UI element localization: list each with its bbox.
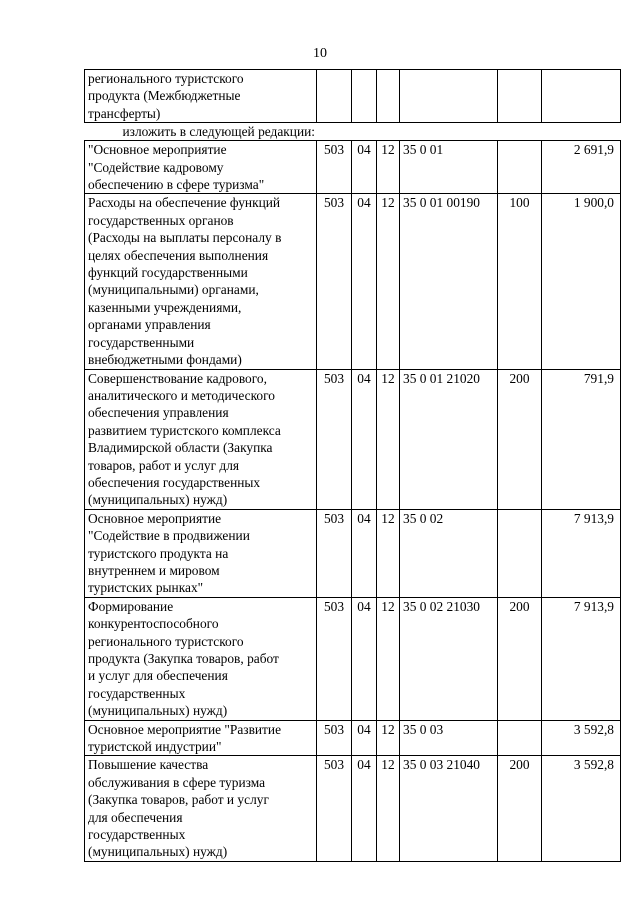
- section-cell: 04: [352, 720, 377, 756]
- subsection-cell: 12: [377, 141, 400, 194]
- instruction-text: изложить в следующей редакции:: [122, 124, 316, 140]
- amount-cell: 2 691,9: [542, 141, 621, 194]
- type-cell: [498, 141, 542, 194]
- amount-cell: 3 592,8: [542, 756, 621, 861]
- section-cell: 04: [352, 194, 377, 369]
- subsection-cell: 12: [377, 509, 400, 597]
- ministry-cell: [317, 70, 352, 123]
- target-cell: 35 0 01 00190: [400, 194, 498, 369]
- type-cell: [498, 509, 542, 597]
- continuation-row: [85, 70, 621, 123]
- section-cell: 04: [352, 509, 377, 597]
- table-row: [85, 141, 621, 194]
- subsection-cell: 12: [377, 597, 400, 720]
- table-row: [85, 597, 621, 720]
- table-row: [85, 756, 621, 861]
- table-row: [85, 509, 621, 597]
- subsection-cell: 12: [377, 756, 400, 861]
- type-cell: 200: [498, 597, 542, 720]
- type-cell: 200: [498, 369, 542, 509]
- ministry-cell: 503: [317, 141, 352, 194]
- target-cell: [400, 70, 498, 123]
- type-cell: [498, 720, 542, 756]
- subsection-cell: 12: [377, 720, 400, 756]
- row-name: Основное мероприятие "Содействие в продвижении туристского продукта на внутреннем и мировом туристских рынках": [85, 509, 317, 597]
- type-cell: [498, 70, 542, 123]
- ministry-cell: 503: [317, 720, 352, 756]
- ministry-cell: 503: [317, 509, 352, 597]
- row-name: "Основное мероприятие "Содействие кадровому обеспечению в сфере туризма": [85, 141, 317, 194]
- amount-cell: [542, 70, 621, 123]
- table-body: [85, 141, 621, 862]
- subsection-cell: 12: [377, 369, 400, 509]
- subsection-cell: 12: [377, 194, 400, 369]
- section-cell: 04: [352, 597, 377, 720]
- target-cell: 35 0 03 21040: [400, 756, 498, 861]
- subsection-cell: [377, 70, 400, 123]
- row-name: Повышение качества обслуживания в сфере туризма (Закупка товаров, работ и услуг для обеспечения государственных (муниципальных) нужд): [85, 756, 317, 861]
- page-number: 10: [313, 46, 327, 61]
- target-cell: 35 0 01: [400, 141, 498, 194]
- amount-cell: 791,9: [542, 369, 621, 509]
- row-name: Совершенствование кадрового, аналитического и методического обеспечения управления развитием туристского комплекса Владимирской области (Закупка товаров, работ и услуг для обеспечения государственных (муниципальных) нужд): [85, 369, 317, 509]
- amount-cell: 7 913,9: [542, 509, 621, 597]
- ministry-cell: 503: [317, 194, 352, 369]
- instruction-row: [85, 123, 621, 141]
- table-row: [85, 194, 621, 369]
- type-cell: 200: [498, 756, 542, 861]
- row-name: Расходы на обеспечение функций государственных органов (Расходы на выплаты персоналу в целях обеспечения выполнения функций государственными (муниципальными) органами, казенными учреждениями, органами управления государственными внебюджетными фондами): [85, 194, 317, 369]
- section-cell: 04: [352, 369, 377, 509]
- target-cell: 35 0 02 21030: [400, 597, 498, 720]
- type-cell: 100: [498, 194, 542, 369]
- target-cell: 35 0 03: [400, 720, 498, 756]
- section-cell: 04: [352, 141, 377, 194]
- row-name: Основное мероприятие "Развитие туристской индустрии": [85, 720, 317, 756]
- target-cell: 35 0 01 21020: [400, 369, 498, 509]
- amount-cell: 1 900,0: [542, 194, 621, 369]
- ministry-cell: 503: [317, 597, 352, 720]
- section-cell: [352, 70, 377, 123]
- row-name: регионального туристского продукта (Межбюджетные трансферты): [85, 70, 317, 123]
- section-cell: 04: [352, 756, 377, 861]
- table-row: [85, 369, 621, 509]
- ministry-cell: 503: [317, 756, 352, 861]
- table-row: [85, 720, 621, 756]
- target-cell: 35 0 02: [400, 509, 498, 597]
- amount-cell: 3 592,8: [542, 720, 621, 756]
- amount-cell: 7 913,9: [542, 597, 621, 720]
- row-name: Формирование конкурентоспособного регионального туристского продукта (Закупка товаров, работ и услуг для обеспечения государственных (муниципальных) нужд): [85, 597, 317, 720]
- ministry-cell: 503: [317, 369, 352, 509]
- budget-table: [84, 69, 621, 862]
